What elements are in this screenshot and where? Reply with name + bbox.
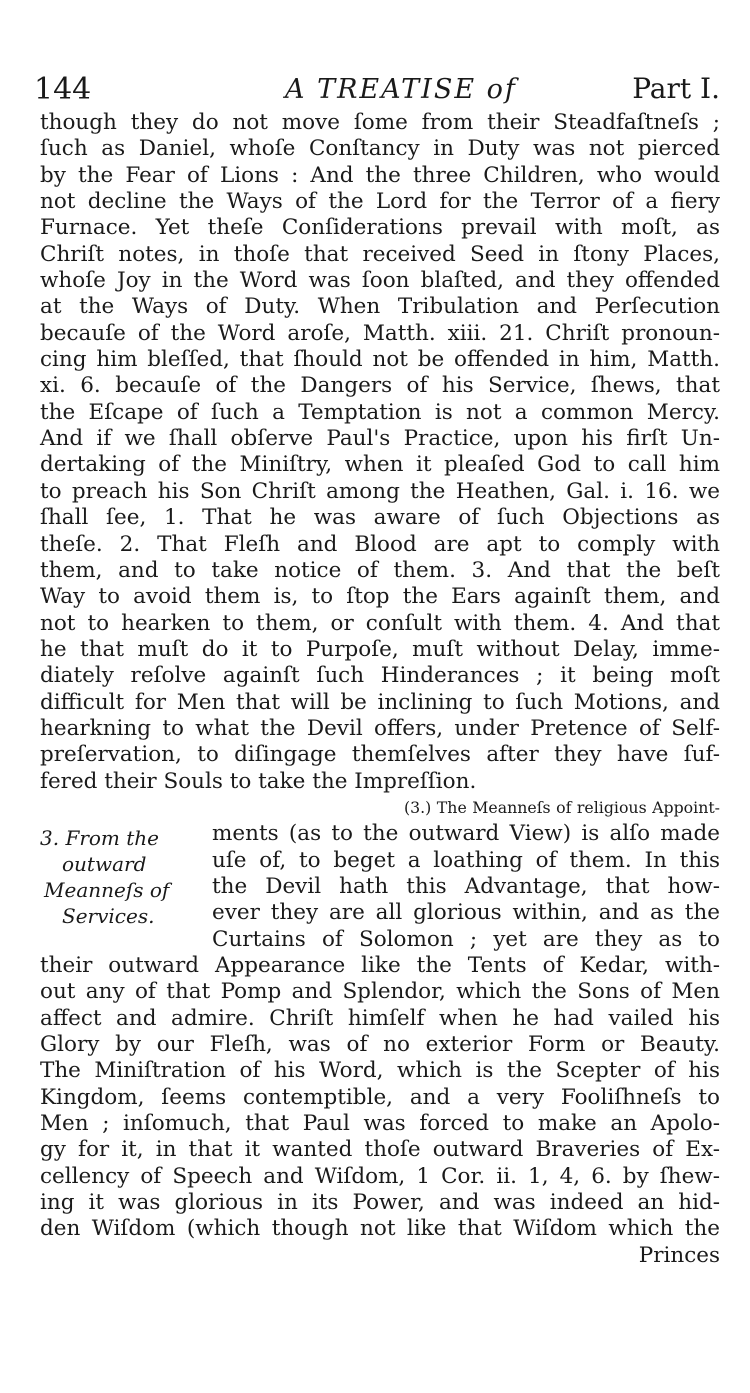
text-line: becauſe of the Word aroſe, Matth. xiii. 21. Chriſt pronoun- bbox=[40, 320, 720, 346]
text-line: their outward Appearance like the Tents of Kedar, with- bbox=[40, 953, 720, 978]
text-line: though they do not move ſome from their Steadfaſtneſs ; bbox=[40, 110, 720, 135]
text-line: not to hearken to them, or conſult with them. 4. And that bbox=[40, 610, 720, 636]
text-line: gy for it, in that it wanted thoſe outward Braveries of Ex- bbox=[40, 1137, 720, 1163]
body-text bbox=[40, 110, 720, 1269]
catchword: Princes bbox=[638, 1242, 720, 1268]
margin-note bbox=[40, 825, 210, 929]
text-line: Kingdom, ſeems contemptible, and a very Fooliſhneſs to bbox=[40, 1084, 720, 1110]
margin-note-line: 3. From the bbox=[40, 826, 159, 850]
text-line: cellency of Speech and Wiſdom, 1 Cor. ii. 1, 4, 6. by ſhew- bbox=[40, 1163, 720, 1189]
text-line: the Devil hath this Advantage, that how- bbox=[212, 873, 720, 899]
section-opening-line: (3.) The Meanneſs of religious Appoint- bbox=[404, 797, 720, 817]
text-line: by the Fear of Lions : And the three Children, who would bbox=[40, 162, 720, 188]
text-line: uſe of, to beget a loathing of them. In this bbox=[212, 847, 720, 873]
text-line: Chriſt notes, in thoſe that received Seed in ſtony Places, bbox=[40, 241, 720, 267]
text-line: out any of that Pomp and Splendor, which the Sons of Men bbox=[40, 979, 720, 1005]
text-line: Glory by our Fleſh, was of no exterior Form or Beauty. bbox=[40, 1032, 720, 1058]
text-line: ever they are all glorious within, and as the bbox=[212, 900, 720, 926]
text-line: ſhall ſee, 1. That he was aware of ſuch Objections as bbox=[40, 505, 720, 531]
text-line: them, and to take notice of them. 3. And that the beſt bbox=[40, 557, 720, 583]
margin-note-line: outward bbox=[62, 852, 147, 876]
text-line: at the Ways of Duty. When Tribulation and Perſecution bbox=[40, 294, 720, 320]
page-number: 144 bbox=[34, 72, 92, 107]
text-line: Curtains of Solomon ; yet are they as to bbox=[212, 926, 720, 952]
text-line: to preach his Son Chriſt among the Heathen, Gal. i. 16. we bbox=[40, 478, 720, 504]
text-line: theſe. 2. That Fleſh and Blood are apt to comply with bbox=[40, 531, 720, 557]
part-label: Part I. bbox=[632, 72, 720, 105]
text-line: ſuch as Daniel, whoſe Conſtancy in Duty was not pierced bbox=[40, 136, 720, 162]
margin-note-line: Meanneſs of bbox=[44, 878, 170, 902]
text-line: dertaking of the Miniſtry, when it pleaſed God to call him bbox=[40, 452, 720, 478]
text-line: Furnace. Yet theſe Conſiderations prevail with moſt, as bbox=[40, 215, 720, 241]
text-line: affect and admire. Chriſt himſelf when he had vailed his bbox=[40, 1005, 720, 1031]
text-line: he that muſt do it to Purpoſe, muſt without Delay, imme- bbox=[40, 636, 720, 662]
text-line: whoſe Joy in the Word was ſoon blaſted, and they offended bbox=[40, 268, 720, 294]
text-line: ing it was glorious in its Power, and was indeed an hid- bbox=[40, 1190, 720, 1216]
text-line: cing him bleſſed, that ſhould not be offended in him, Matth. bbox=[40, 347, 720, 373]
running-header bbox=[30, 72, 720, 112]
text-line: preſervation, to diſingage themſelves after they have ſuf- bbox=[40, 742, 720, 768]
margin-note-line: Services. bbox=[62, 904, 155, 928]
running-title: A TREATISE of bbox=[285, 74, 517, 105]
text-line: not decline the Ways of the Lord for the Terror of a fiery bbox=[40, 189, 720, 215]
text-line: diately reſolve againſt ſuch Hinderances ; it being moſt bbox=[40, 663, 720, 689]
text-line: The Miniſtration of his Word, which is the Scepter of his bbox=[40, 1058, 720, 1084]
text-line: And if we ſhall obſerve Paul's Practice, upon his firſt Un- bbox=[40, 426, 720, 452]
text-line: xi. 6. becauſe of the Dangers of his Service, ſhews, that bbox=[40, 373, 720, 399]
text-line: Way to avoid them is, to ſtop the Ears againſt them, and bbox=[40, 584, 720, 610]
text-line: ments (as to the outward View) is alſo made bbox=[212, 821, 720, 847]
text-line: the Eſcape of ſuch a Temptation is not a common Mercy. bbox=[40, 399, 720, 425]
text-line: den Wiſdom (which though not like that Wiſdom which the bbox=[40, 1216, 720, 1242]
text-line: Men ; inſomuch, that Paul was forced to make an Apolo- bbox=[40, 1111, 720, 1137]
text-line: difficult for Men that will be inclining to ſuch Motions, and bbox=[40, 689, 720, 715]
text-line: hearkning to what the Devil offers, under Pretence of Self- bbox=[40, 715, 720, 741]
paragraph-end-line: fered their Souls to take the Impreſſion. bbox=[40, 768, 477, 794]
